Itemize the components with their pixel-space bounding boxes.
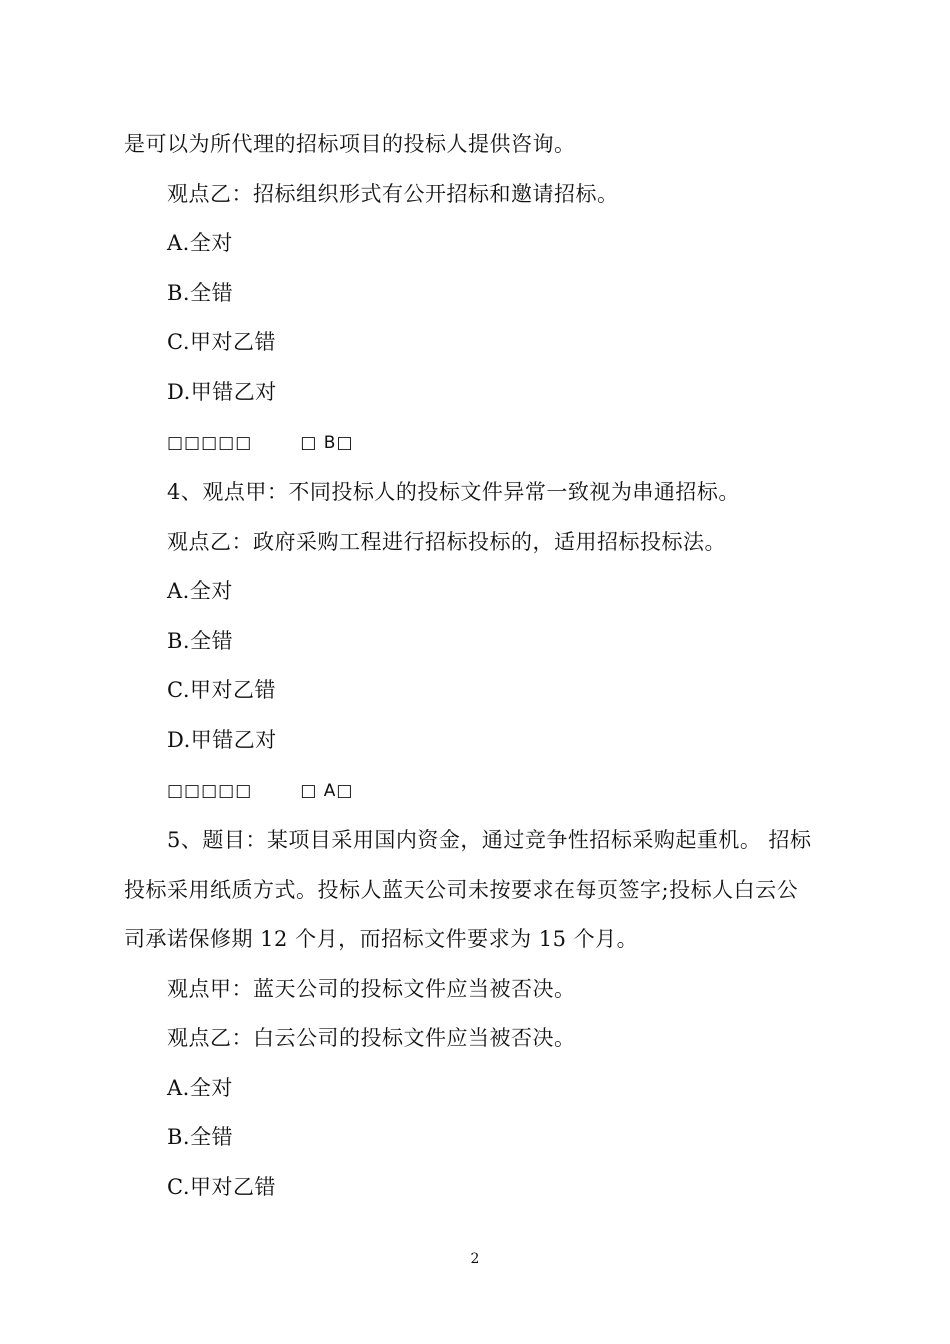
option-d: D.甲错乙对 <box>167 380 277 404</box>
answer-line <box>167 777 353 805</box>
option-c: C.甲对乙错 <box>167 1175 276 1199</box>
question-4-viewpoint-a: 4、观点甲：不同投标人的投标文件异常一致视为串通招标。 <box>167 480 740 504</box>
option-b: B.全错 <box>167 629 234 653</box>
option-c: C.甲对乙错 <box>167 330 276 354</box>
answer-label: □□□□□ <box>167 433 253 453</box>
viewpoint-b: 观点乙：政府采购工程进行招标投标的，适用招标投标法。 <box>167 530 726 554</box>
option-a: A.全对 <box>167 579 233 603</box>
option-c: C.甲对乙错 <box>167 678 276 702</box>
answer-value: A□ <box>323 781 354 801</box>
viewpoint-b: 观点乙：招标组织形式有公开招标和邀请招标。 <box>167 182 619 206</box>
answer-line <box>167 429 354 457</box>
question-5-title: 5、题目：某项目采用国内资金，通过竞争性招标采购起重机。 招标 <box>167 828 812 852</box>
page-number: 2 <box>470 1251 480 1267</box>
option-a: A.全对 <box>167 1076 233 1100</box>
question-5-body: 投标采用纸质方式。投标人蓝天公司未按要求在每页签字;投标人白云公 <box>124 878 799 902</box>
option-b: B.全错 <box>167 1125 234 1149</box>
viewpoint-a: 观点甲：蓝天公司的投标文件应当被否决。 <box>167 977 576 1001</box>
answer-value: B□ <box>323 433 354 453</box>
question-5-body: 司承诺保修期 12 个月，而招标文件要求为 15 个月。 <box>124 927 639 951</box>
viewpoint-b: 观点乙：白云公司的投标文件应当被否决。 <box>167 1026 576 1050</box>
answer-marker: □ <box>300 781 318 801</box>
option-b: B.全错 <box>167 281 234 305</box>
option-a: A.全对 <box>167 231 233 255</box>
answer-marker: □ <box>300 433 318 453</box>
option-d: D.甲错乙对 <box>167 728 277 752</box>
answer-label: □□□□□ <box>167 781 253 801</box>
paragraph-line: 是可以为所代理的招标项目的投标人提供咨询。 <box>124 132 576 156</box>
